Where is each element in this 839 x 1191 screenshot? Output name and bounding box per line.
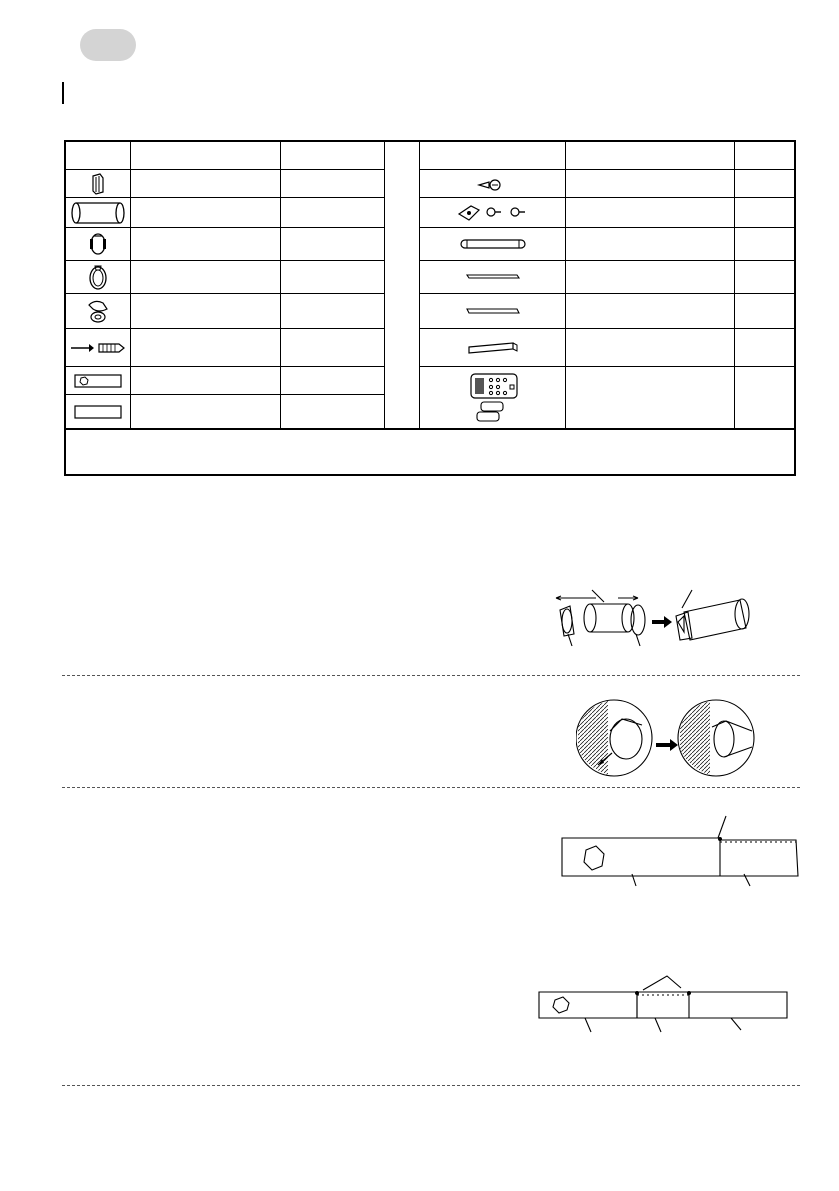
screw-and-anchor-icon (66, 329, 130, 366)
remote-control-and-batteries-icon (420, 367, 565, 428)
seal-tube-icon (420, 228, 565, 260)
section-divider (62, 675, 800, 676)
window-panel-with-hole-icon (66, 367, 130, 394)
foam-strip-long-icon (420, 261, 565, 293)
hose-assembly-figure (552, 588, 767, 655)
window-panel-icon (66, 395, 130, 428)
hose-connector-unit-icon (66, 228, 130, 260)
screw-icon (420, 170, 565, 197)
drain-connector-icon (66, 294, 130, 328)
exhaust-hose-icon (66, 198, 130, 227)
window-slider-adapter-icon (66, 170, 130, 197)
section-divider (62, 787, 800, 788)
foam-block-icon (420, 329, 565, 366)
window-panel-two-piece-figure (560, 814, 802, 894)
hose-connector-window-icon (66, 261, 130, 293)
foam-strip-short-icon (420, 294, 565, 328)
window-panel-three-piece-figure (535, 972, 791, 1043)
section-marker-bar (62, 82, 64, 104)
language-badge (80, 29, 136, 61)
bracket-and-screws-icon (420, 198, 565, 227)
section-divider (62, 1085, 800, 1086)
accessories-table (64, 140, 796, 476)
hose-attach-to-unit-figure (576, 697, 756, 784)
